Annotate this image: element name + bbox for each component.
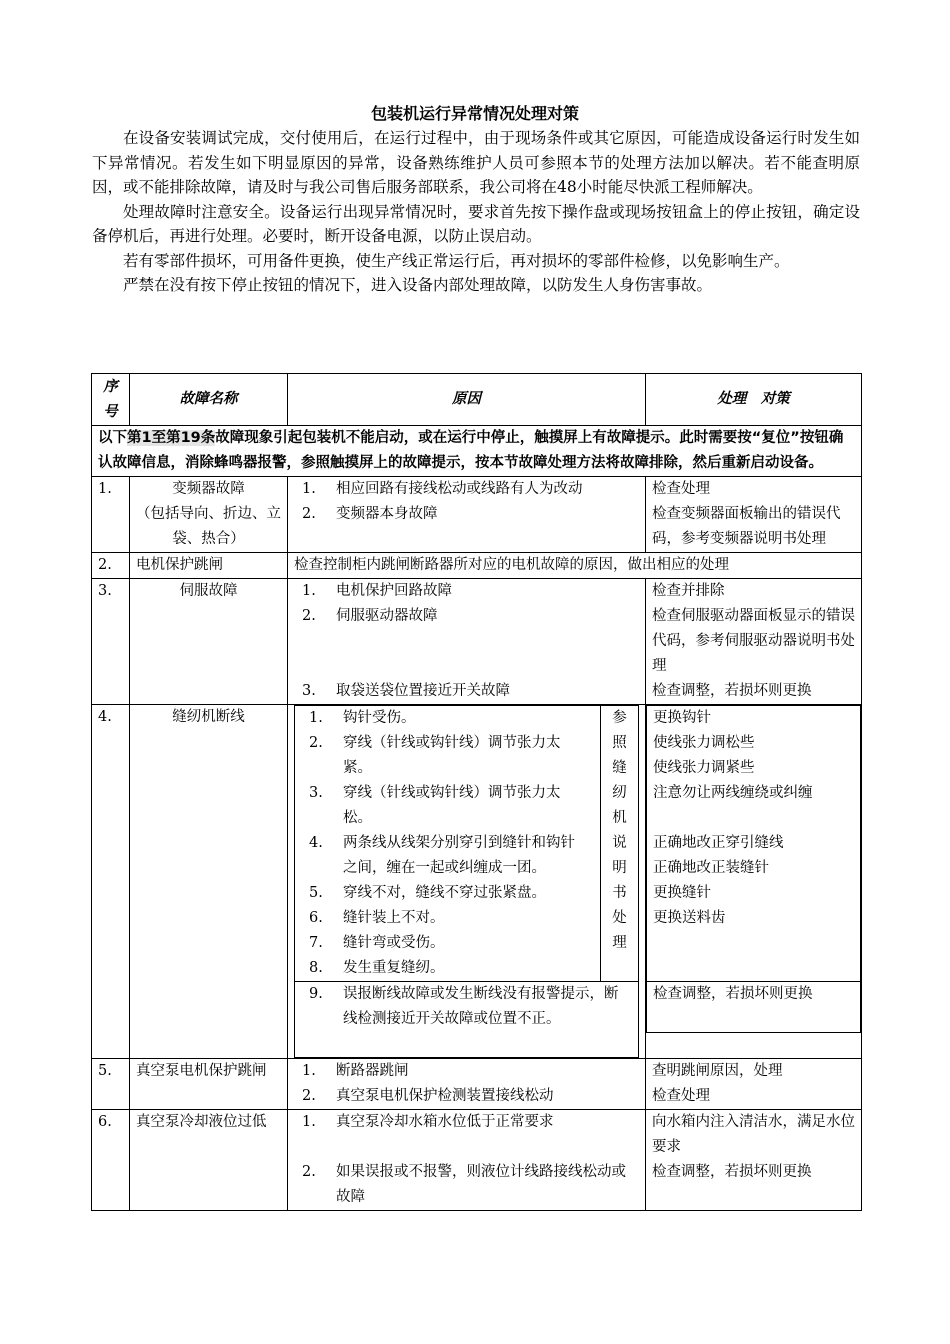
fault-causes <box>288 705 646 1059</box>
action-item: 使线张力调松些 <box>653 735 755 751</box>
action-item: 注意勿让两线缠绕或纠缠 <box>653 785 813 801</box>
note-text: 故障现象引起包装机不能启动，或在运行中停止，触摸屏上有故障提示。此时需要按“复位”按钮确认故障信息，消除蜂鸣器报警，参照触摸屏上的故障提示，按本节故障处理方法将故障排除，然后重新启动设备。 <box>98 430 844 471</box>
cause-item: 2. 真空泵电机保护检测装置接线松动 <box>302 1088 554 1104</box>
table-row <box>92 553 862 579</box>
fault-name: 缝纫机断线 <box>130 705 288 1059</box>
table-row <box>92 477 862 553</box>
intro-paragraph: 严禁在没有按下停止按钮的情况下，进入设备内部处理故障，以防发生人身伤害事故。 <box>123 276 713 294</box>
fault-causes <box>288 1110 646 1211</box>
header-name: 故障名称 <box>130 374 288 426</box>
fault-name: 伺服故障 <box>130 579 288 705</box>
action-item: 检查伺服驱动器面板显示的错误代码，参考伺服驱动器说明书处理 <box>652 608 855 674</box>
cause-list <box>295 706 601 982</box>
fault-name <box>130 477 288 553</box>
fault-causes <box>288 1059 646 1110</box>
fault-actions <box>646 1110 862 1211</box>
action-item: 检查调整，若损坏则更换 <box>652 683 812 699</box>
fault-table <box>91 373 862 1211</box>
action-item: 更换送料齿 <box>653 910 726 926</box>
table-note <box>92 426 862 477</box>
action-item: 检查处理 <box>652 1088 710 1104</box>
sewing-action-grid <box>646 705 861 1033</box>
fault-actions <box>646 477 862 553</box>
fault-name: 真空泵电机保护跳闸 <box>130 1059 288 1110</box>
row-number: 1. <box>92 477 130 553</box>
row-number: 6. <box>92 1110 130 1211</box>
intro-paragraph: 若有零部件损坏，可用备件更换，使生产线正常运行后，再对损坏的零部件检修，以免影响生产。 <box>123 251 790 270</box>
intro-text <box>92 126 860 298</box>
row-number: 2. <box>92 553 130 579</box>
table-row <box>92 1059 862 1110</box>
action-item: 检查变频器面板输出的错误代码，参考变频器说明书处理 <box>652 506 841 547</box>
cause-item: 2. 伺服驱动器故障 <box>302 608 438 624</box>
table-note-row <box>92 426 862 477</box>
cause-item-9: 9. 误报断线故障或发生断线没有报警提示，断线检测接近开关故障或位置不正。 <box>295 982 639 1058</box>
table-row <box>92 705 862 1059</box>
table-header-row <box>92 374 862 426</box>
cause-item: 2. 穿线（针线或钩针线）调节张力太紧。 <box>309 735 561 776</box>
action-list <box>647 706 861 982</box>
header-seq: 序号 <box>92 374 130 426</box>
fault-name: 电机保护跳闸 <box>130 553 288 579</box>
action-item: 更换钩针 <box>653 710 711 726</box>
fault-actions <box>646 705 862 1059</box>
action-item: 检查调整，若损坏则更换 <box>652 1164 812 1180</box>
header-action: 处理 对策 <box>646 374 862 426</box>
table-row <box>92 579 862 705</box>
fault-name-main: 变频器故障 <box>172 481 245 497</box>
row-number: 3. <box>92 579 130 705</box>
action-item: 正确地改正穿引缝线 <box>653 835 784 851</box>
action-item: 使线张力调紧些 <box>653 760 755 776</box>
cause-item: 3. 穿线（针线或钩针线）调节张力太松。 <box>309 785 561 826</box>
sewing-cause-grid <box>294 705 639 1058</box>
intro-paragraph: 处理故障时注意安全。设备运行出现异常情况时，要求首先按下操作盘或现场按钮盒上的停止按钮，确定设备停机后，再进行处理。必要时，断开设备电源，以防止误启动。 <box>92 202 860 245</box>
cause-item: 6. 缝针装上不对。 <box>309 910 445 926</box>
note-text: 以下 <box>98 430 127 446</box>
action-item: 查明跳闸原因，处理 <box>652 1063 783 1079</box>
action-item: 检查并排除 <box>652 583 725 599</box>
cause-item: 1. 钩针受伤。 <box>309 710 416 726</box>
action-item: 更换缝针 <box>653 885 711 901</box>
note-highlight: 第1至第19条 <box>127 430 216 446</box>
cause-item: 1. 真空泵冷却水箱水位低于正常要求 <box>302 1114 554 1130</box>
action-item-9: 检查调整，若损坏则更换 <box>647 982 861 1033</box>
fault-actions <box>646 579 862 705</box>
fault-cause-merged: 检查控制柜内跳闸断路器所对应的电机故障的原因，做出相应的处理 <box>288 553 862 579</box>
cause-item: 3. 取袋送袋位置接近开关故障 <box>302 683 510 699</box>
cause-item: 1. 相应回路有接线松动或线路有人为改动 <box>302 481 583 497</box>
cause-item: 7. 缝针弯或受伤。 <box>309 935 445 951</box>
row-number: 5. <box>92 1059 130 1110</box>
cause-item: 4. 两条线从线架分别穿引到缝针和钩针之间，缠在一起或纠缠成一团。 <box>309 835 575 876</box>
cause-item: 1. 电机保护回路故障 <box>302 583 452 599</box>
fault-causes <box>288 477 646 553</box>
vertical-reference-note: 参 照 缝 纫 机 说 明 书 处 理 <box>601 706 639 982</box>
row-number: 4. <box>92 705 130 1059</box>
action-item: 向水箱内注入清洁水，满足水位要求 <box>652 1114 855 1155</box>
header-cause: 原因 <box>288 374 646 426</box>
fault-actions <box>646 1059 862 1110</box>
cause-item: 2. 如果误报或不报警，则液位计线路接线松动或故障 <box>302 1164 626 1205</box>
cause-item: 5. 穿线不对，缝线不穿过张紧盘。 <box>309 885 546 901</box>
intro-paragraph: 在设备安装调试完成，交付使用后，在运行过程中，由于现场条件或其它原因，可能造成设备运行时发生如下异常情况。若发生如下明显原因的异常，设备熟练维护人员可参照本节的处理方法加以解决。若不能查明原因，或不能排除故障，请及时与我公司售后服务部联系，我公司将在48小时能尽快派工程师解决。 <box>92 129 860 196</box>
table-row <box>92 1110 862 1211</box>
fault-name-sub: （包括导向、折边、立袋、热合） <box>136 506 281 547</box>
fault-name: 真空泵冷却液位过低 <box>130 1110 288 1211</box>
cause-item: 1. 断路器跳闸 <box>302 1063 409 1079</box>
cause-item: 2. 变频器本身故障 <box>302 506 438 522</box>
cause-item: 8. 发生重复缝纫。 <box>309 960 445 976</box>
action-item: 检查处理 <box>652 481 710 497</box>
action-item: 正确地改正装缝针 <box>653 860 769 876</box>
fault-causes <box>288 579 646 705</box>
document-title: 包装机运行异常情况处理对策 <box>370 104 579 123</box>
